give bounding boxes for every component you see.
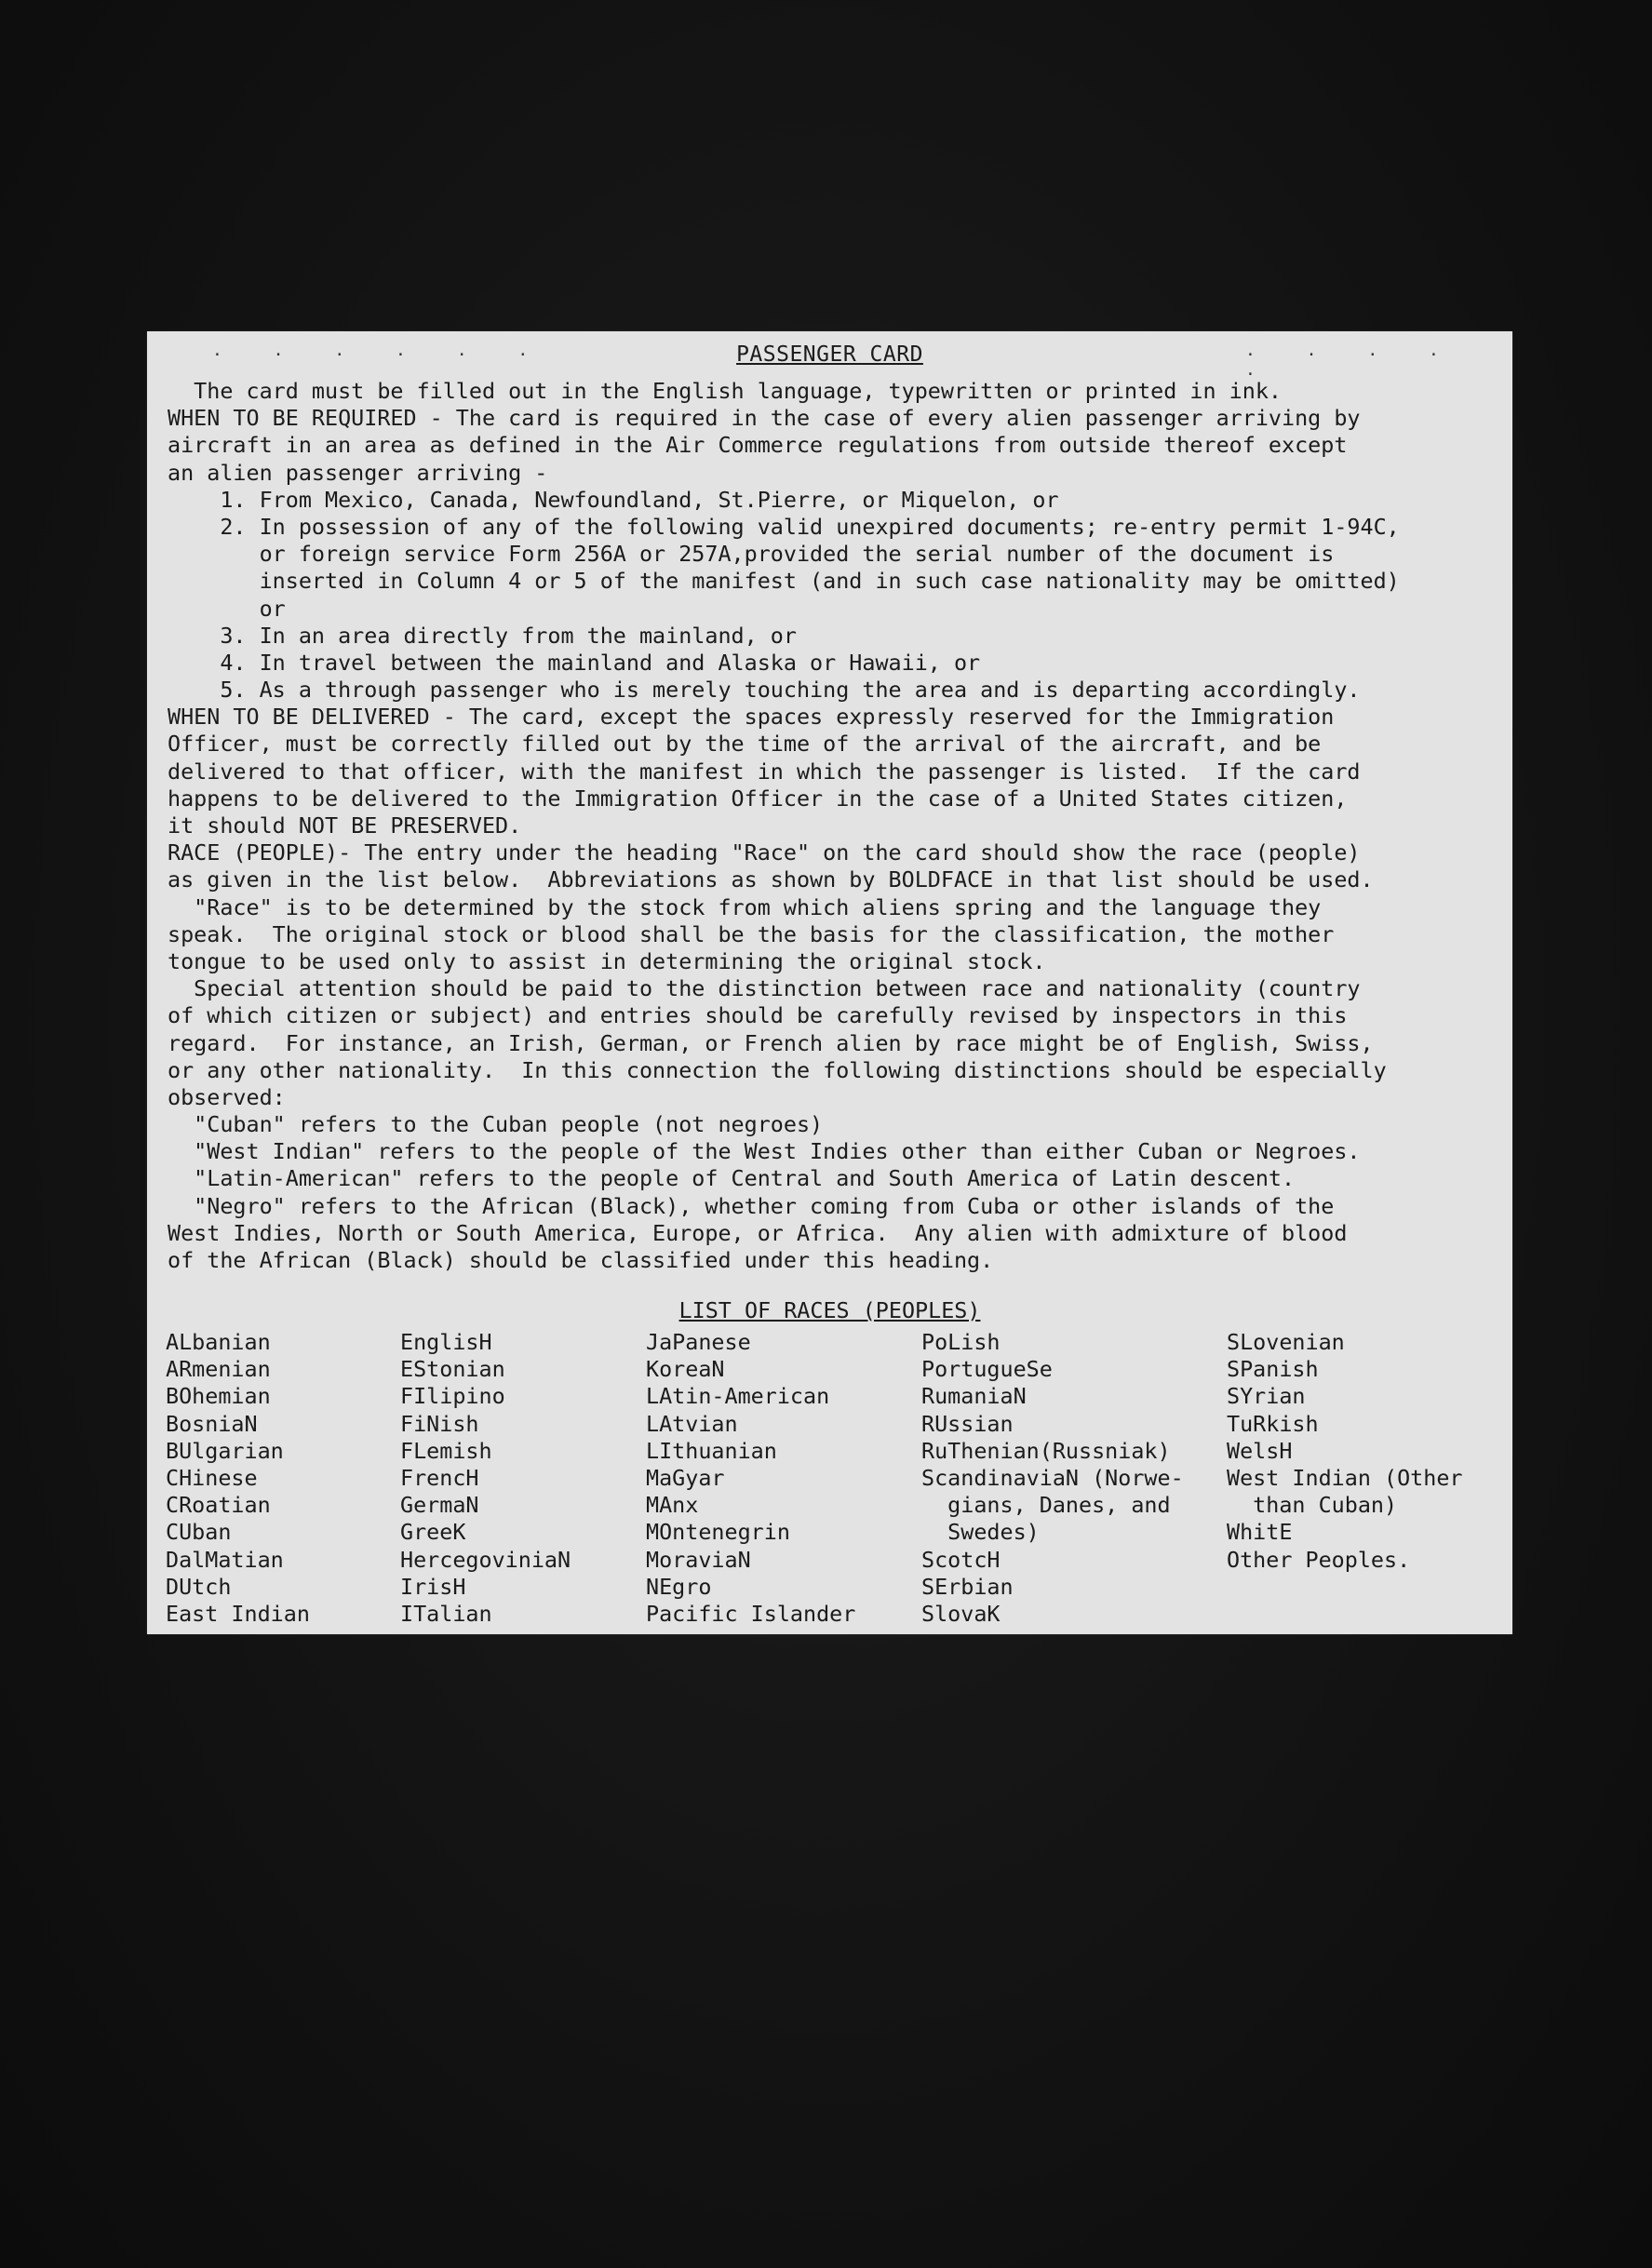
instruction-line: Special attention should be paid to the distinction between race and nationality (country xyxy=(168,975,1361,1002)
race-list-item: GermaN xyxy=(400,1492,479,1519)
race-list-item: FIlipino xyxy=(400,1383,505,1410)
race-list-item: SPanish xyxy=(1227,1356,1319,1383)
race-list-item: SLovenian xyxy=(1227,1329,1345,1355)
race-list-item: RUssian xyxy=(921,1410,1014,1437)
race-list-item: EnglisH xyxy=(400,1329,492,1355)
instruction-line: regard. For instance, an Irish, German, or French alien by race might be of English, Swiss, xyxy=(168,1029,1374,1056)
instruction-line: "Race" is to be determined by the stock from which aliens spring and the language they xyxy=(168,893,1322,920)
decorative-dots-left: . . . . . . xyxy=(212,341,549,360)
instructions-text xyxy=(168,378,1498,1274)
race-list-item: KoreaN xyxy=(646,1356,725,1383)
passenger-card-document xyxy=(147,331,1512,1634)
race-list-item: ARmenian xyxy=(166,1356,271,1383)
instruction-line: 2. In possession of any of the following valid unexpired documents; re-entry permit 1-94C, xyxy=(168,513,1400,540)
race-list-item: SlovaK xyxy=(921,1600,1001,1627)
race-list-item: ScandinaviaN (Norwe- xyxy=(921,1464,1184,1491)
race-list-item: WhitE xyxy=(1227,1519,1293,1546)
race-list-item: JaPanese xyxy=(646,1329,751,1355)
race-list-item: DUtch xyxy=(166,1573,232,1600)
instruction-line: 5. As a through passenger who is merely touching the area and is departing accordingly. xyxy=(168,677,1361,704)
instruction-line: tongue to be used only to assist in determining the original stock. xyxy=(168,947,1046,974)
race-list-item: TuRkish xyxy=(1227,1410,1319,1437)
instruction-line: an alien passenger arriving - xyxy=(168,459,548,486)
race-list-item: CUban xyxy=(166,1519,232,1546)
instruction-line: West Indies, North or South America, Europe, or Africa. Any alien with admixture of blood xyxy=(168,1219,1348,1246)
races-column-3 xyxy=(646,1329,855,1628)
race-list-item: RumaniaN xyxy=(921,1383,1027,1410)
race-list-item: PortugueSe xyxy=(921,1356,1053,1383)
races-column-2 xyxy=(400,1329,571,1628)
race-list-item: BosniaN xyxy=(166,1410,258,1437)
races-column-4 xyxy=(921,1329,1184,1628)
list-of-races-heading: LIST OF RACES (PEOPLES) xyxy=(678,1297,981,1323)
race-list-item: MoraviaN xyxy=(646,1546,751,1573)
race-list-item: DalMatian xyxy=(166,1546,284,1573)
race-list-item: RuThenian(Russniak) xyxy=(921,1437,1171,1464)
race-list-item: ScotcH xyxy=(921,1546,1001,1573)
instruction-line: observed: xyxy=(168,1083,286,1110)
instruction-line: "Cuban" refers to the Cuban people (not negroes) xyxy=(168,1111,824,1138)
instruction-line: happens to be delivered to the Immigration Officer in the case of a United States citizen, xyxy=(168,785,1348,812)
instruction-line: or any other nationality. In this connection the following distinctions should be especially xyxy=(168,1056,1387,1083)
race-list-item: SErbian xyxy=(921,1573,1014,1600)
instruction-line: WHEN TO BE REQUIRED - The card is required in the case of every alien passenger arriving by xyxy=(168,405,1361,432)
instruction-line: inserted in Column 4 or 5 of the manifest (and in such case nationality may be omitted) xyxy=(168,568,1400,595)
instruction-line: "West Indian" refers to the people of the West Indies other than either Cuban or Negroes. xyxy=(168,1138,1361,1165)
race-list-item: LAtin-American xyxy=(646,1383,830,1410)
race-list-item: WelsH xyxy=(1227,1437,1293,1464)
instruction-line: "Latin-American" refers to the people of Central and South America of Latin descent. xyxy=(168,1165,1296,1192)
race-list-item: West Indian (Other xyxy=(1227,1464,1463,1491)
instruction-line: of which citizen or subject) and entries should be carefully revised by inspectors in this xyxy=(168,1002,1348,1029)
title-row xyxy=(147,341,1512,380)
race-list-item: FLemish xyxy=(400,1437,492,1464)
instruction-line: 3. In an area directly from the mainland, or xyxy=(168,622,797,649)
document-title: PASSENGER CARD xyxy=(736,342,923,367)
race-list-item: BOhemian xyxy=(166,1383,271,1410)
instruction-line: as given in the list below. Abbreviations as shown by BOLDFACE in that list should be used. xyxy=(168,866,1374,893)
race-list-item: East Indian xyxy=(166,1600,310,1627)
race-list-item: Swedes) xyxy=(921,1519,1040,1546)
race-list-item: ITalian xyxy=(400,1600,492,1627)
races-column-1 xyxy=(166,1329,310,1628)
race-list-item: LIthuanian xyxy=(646,1437,777,1464)
race-list-item: FiNish xyxy=(400,1410,479,1437)
instruction-line: 1. From Mexico, Canada, Newfoundland, St.Pierre, or Miquelon, or xyxy=(168,486,1059,513)
instruction-line: RACE (PEOPLE)- The entry under the heading "Race" on the card should show the race (people) xyxy=(168,839,1361,866)
race-list-item: IrisH xyxy=(400,1573,466,1600)
race-list-item: SYrian xyxy=(1227,1383,1306,1410)
instruction-line: it should NOT BE PRESERVED. xyxy=(168,812,522,839)
instruction-line: Officer, must be correctly filled out by the time of the arrival of the aircraft, and be xyxy=(168,731,1322,758)
instruction-line: speak. The original stock or blood shall be the basis for the classification, the mother xyxy=(168,920,1335,947)
instruction-line: or xyxy=(168,595,286,622)
race-list-item: LAtvian xyxy=(646,1410,738,1437)
race-list-item: EStonian xyxy=(400,1356,505,1383)
instruction-line: of the African (Black) should be classified under this heading. xyxy=(168,1247,994,1273)
race-list-item: ALbanian xyxy=(166,1329,271,1355)
race-list-item: PoLish xyxy=(921,1329,1001,1355)
race-list-item: than Cuban) xyxy=(1227,1492,1398,1519)
instruction-line: or foreign service Form 256A or 257A,provided the serial number of the document is xyxy=(168,541,1335,568)
instruction-line: aircraft in an area as defined in the Air Commerce regulations from outside thereof except xyxy=(168,432,1348,459)
race-list-item: gians, Danes, and xyxy=(921,1492,1171,1519)
instruction-line: 4. In travel between the mainland and Alaska or Hawaii, or xyxy=(168,649,981,676)
race-list-item: NEgro xyxy=(646,1573,712,1600)
race-list-item: BUlgarian xyxy=(166,1437,284,1464)
race-list-item: FrencH xyxy=(400,1464,479,1491)
race-list-item: MAnx xyxy=(646,1492,699,1519)
race-list-item: GreeK xyxy=(400,1519,466,1546)
race-list-item: Pacific Islander xyxy=(646,1600,856,1627)
instruction-line: delivered to that officer, with the manifest in which the passenger is listed. If the card xyxy=(168,758,1361,785)
race-list-item: HercegoviniaN xyxy=(400,1546,571,1573)
instruction-line: WHEN TO BE DELIVERED - The card, except the spaces expressly reserved for the Immigration xyxy=(168,704,1335,731)
instruction-line: "Negro" refers to the African (Black), whether coming from Cuba or other islands of the xyxy=(168,1192,1335,1219)
race-list-item: MaGyar xyxy=(646,1464,725,1491)
races-column-5 xyxy=(1227,1329,1462,1574)
race-list-item: MOntenegrin xyxy=(646,1519,790,1546)
race-list-item: CHinese xyxy=(166,1464,258,1491)
instruction-line: The card must be filled out in the English language, typewritten or printed in ink. xyxy=(168,378,1282,404)
race-list-item: CRoatian xyxy=(166,1492,271,1519)
decorative-dots-right: . . . . . xyxy=(1245,341,1459,380)
race-list-item: Other Peoples. xyxy=(1227,1546,1411,1573)
